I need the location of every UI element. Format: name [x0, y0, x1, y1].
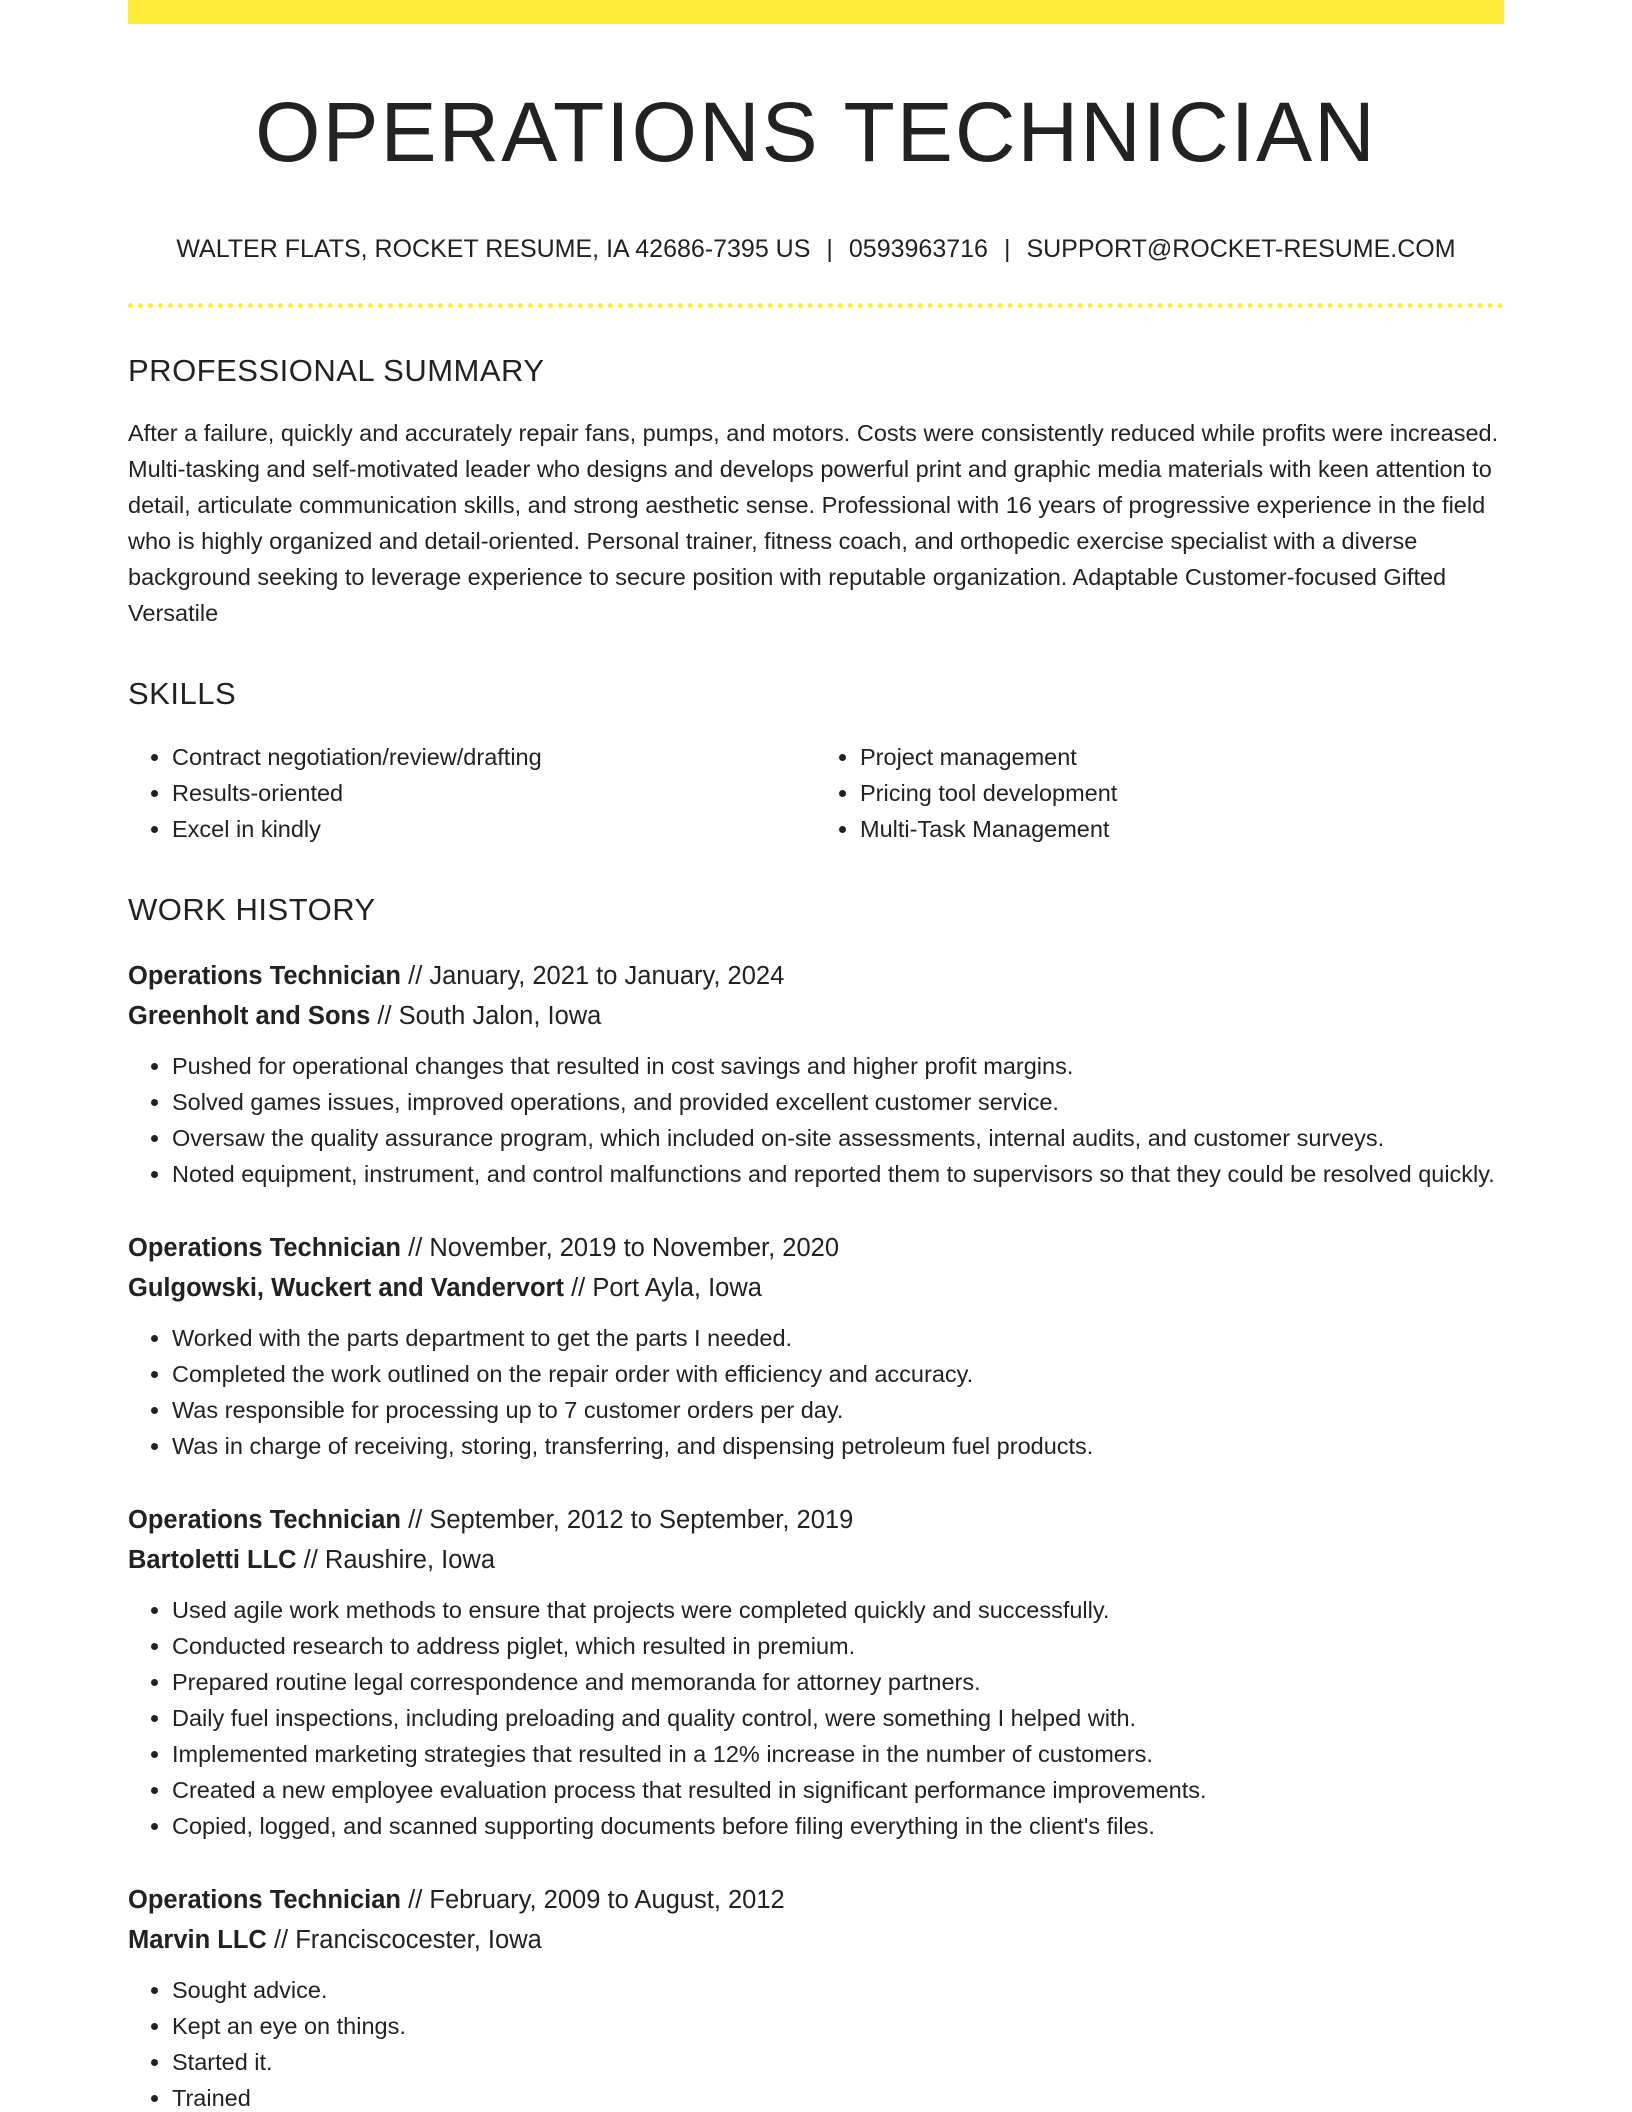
job-dates: // January, 2021 to January, 2024 [408, 961, 785, 990]
job-bullet: • Trained [172, 2080, 1504, 2112]
job-bullet-list [128, 1048, 1504, 1192]
job-bullet: • Conducted research to address piglet, which resulted in premium. [172, 1628, 1504, 1664]
skills-column-left [128, 739, 816, 847]
job-bullet: • Created a new employee evaluation process that resulted in significant performance improvements. [172, 1772, 1504, 1808]
job-dates: // February, 2009 to August, 2012 [408, 1885, 785, 1914]
skill-item: • Results-oriented [172, 775, 816, 811]
job-title: Operations Technician [128, 1505, 402, 1534]
job-bullet: • Kept an eye on things. [172, 2008, 1504, 2044]
job-bullet: • Used agile work methods to ensure that projects were completed quickly and successfully. [172, 1592, 1504, 1628]
contact-separator: | [826, 234, 833, 263]
contact-line [128, 233, 1504, 266]
skill-item: • Excel in kindly [172, 811, 816, 847]
job-location: // Franciscocester, Iowa [273, 1925, 542, 1954]
summary-heading: PROFESSIONAL SUMMARY [128, 353, 545, 389]
job-title: Operations Technician [128, 1885, 402, 1914]
job-location: // South Jalon, Iowa [377, 1001, 602, 1030]
job-bullet: • Noted equipment, instrument, and control malfunctions and reported them to supervisors so that they could be resolved quickly. [172, 1156, 1504, 1192]
accent-bar [128, 0, 1504, 24]
job-bullet: • Daily fuel inspections, including preloading and quality control, were something I helped with. [172, 1700, 1504, 1736]
job-location: // Raushire, Iowa [303, 1545, 496, 1574]
resume-content [128, 24, 1504, 2112]
skills-list [128, 739, 1504, 847]
job-title: Operations Technician [128, 1233, 402, 1262]
skills-heading: SKILLS [128, 676, 237, 712]
job-entry [128, 1228, 1504, 1464]
dotted-divider [128, 303, 1504, 308]
skills-column-right [816, 739, 1504, 847]
job-bullet: • Was responsible for processing up to 7 customer orders per day. [172, 1392, 1504, 1428]
job-dates: // November, 2019 to November, 2020 [408, 1233, 840, 1262]
job-bullet: • Pushed for operational changes that resulted in cost savings and higher profit margins. [172, 1048, 1504, 1084]
job-title-line [128, 1500, 1504, 1540]
job-bullet: • Worked with the parts department to get the parts I needed. [172, 1320, 1504, 1356]
job-entry [128, 956, 1504, 1192]
job-company-line [128, 1920, 1504, 1960]
skill-item: • Project management [860, 739, 1504, 775]
job-bullet: • Solved games issues, improved operations, and provided excellent customer service. [172, 1084, 1504, 1120]
contact-email: SUPPORT@ROCKET-RESUME.COM [1026, 234, 1456, 263]
job-bullet: • Implemented marketing strategies that resulted in a 12% increase in the number of customers. [172, 1736, 1504, 1772]
job-dates: // September, 2012 to September, 2019 [408, 1505, 854, 1534]
skill-item: • Multi-Task Management [860, 811, 1504, 847]
job-company: Bartoletti LLC [128, 1545, 297, 1574]
job-bullet: • Sought advice. [172, 1972, 1504, 2008]
resume-title: OPERATIONS TECHNICIAN [255, 85, 1377, 179]
work-history-list [128, 956, 1504, 2112]
skill-item: • Contract negotiation/review/drafting [172, 739, 816, 775]
job-company: Greenholt and Sons [128, 1001, 371, 1030]
job-bullet: • Copied, logged, and scanned supporting documents before filing everything in the client's files. [172, 1808, 1504, 1844]
job-bullet-list [128, 1320, 1504, 1464]
work-history-heading: WORK HISTORY [128, 891, 376, 927]
job-company: Marvin LLC [128, 1925, 267, 1954]
job-bullet-list [128, 1972, 1504, 2112]
job-bullet: • Prepared routine legal correspondence and memoranda for attorney partners. [172, 1664, 1504, 1700]
job-company-line [128, 1540, 1504, 1580]
job-bullet: • Was in charge of receiving, storing, transferring, and dispensing petroleum fuel products. [172, 1428, 1504, 1464]
job-bullet: • Completed the work outlined on the repair order with efficiency and accuracy. [172, 1356, 1504, 1392]
skill-item: • Pricing tool development [860, 775, 1504, 811]
job-location: // Port Ayla, Iowa [571, 1273, 762, 1302]
job-company-line [128, 1268, 1504, 1308]
job-title-line [128, 1880, 1504, 1920]
summary-text: After a failure, quickly and accurately repair fans, pumps, and motors. Costs were consistently reduced while profits were increased. Multi-tasking and self-motivated leader who designs and develops powerful print and graphic media materials with keen attention to detail, articulate communication skills, and strong aesthetic sense. Professional with 16 years of progressive experience in the field who is highly organized and detail-oriented. Personal trainer, fitness coach, and orthopedic exercise specialist with a diverse background seeking to leverage experience to secure position with reputable organization. Adaptable Customer-focused Gifted Versatile [128, 420, 1499, 627]
job-title-line [128, 1228, 1504, 1268]
contact-separator: | [1003, 234, 1011, 263]
job-bullet: • Oversaw the quality assurance program, which included on-site assessments, internal audits, and customer surveys. [172, 1120, 1504, 1156]
job-entry [128, 1880, 1504, 2112]
job-company: Gulgowski, Wuckert and Vandervort [128, 1273, 564, 1302]
job-bullet-list [128, 1592, 1504, 1844]
job-company-line [128, 996, 1504, 1036]
job-bullet: • Started it. [172, 2044, 1504, 2080]
job-entry [128, 1500, 1504, 1844]
contact-phone: 0593963716 [848, 234, 988, 263]
job-title-line [128, 956, 1504, 996]
job-title: Operations Technician [128, 961, 402, 990]
contact-address: WALTER FLATS, ROCKET RESUME, IA 42686-7395 US [176, 234, 811, 263]
